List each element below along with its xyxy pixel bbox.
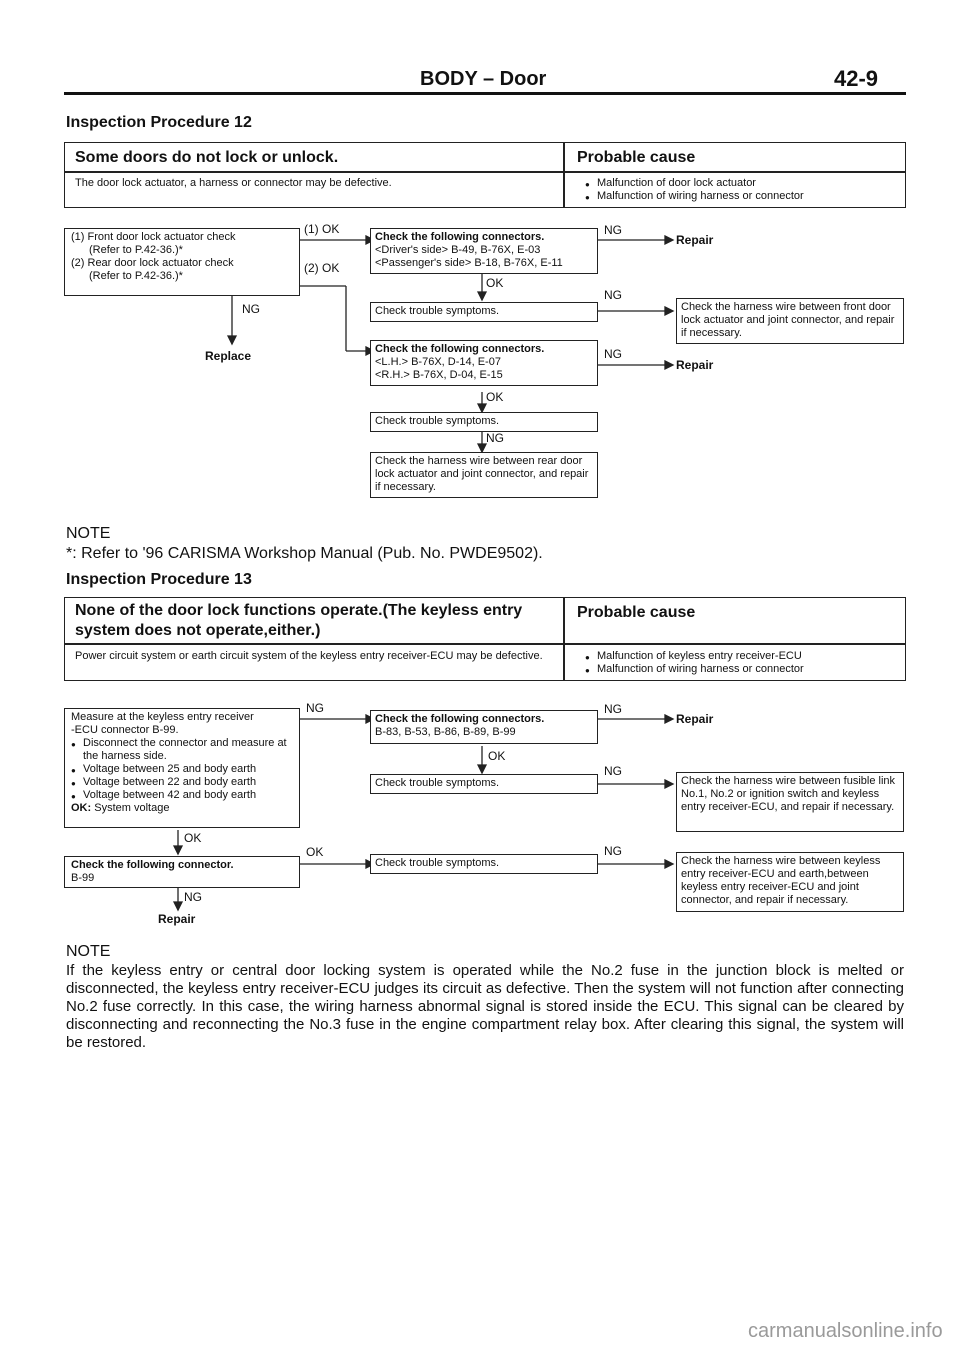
flow-label-ng: NG	[604, 702, 622, 716]
connectors-line: B-83, B-53, B-86, B-89, B-99	[375, 726, 516, 738]
flow-label-ok: OK	[488, 749, 506, 763]
flow-label-ng: NG	[604, 844, 622, 858]
proc13-measure-box	[64, 708, 300, 828]
start-line: (Refer to P.42-36.)*	[89, 244, 183, 256]
proc12-cause-header: Probable cause	[577, 149, 696, 166]
proc13-heading: Inspection Procedure 13	[66, 571, 252, 588]
harness-text: Check the harness wire between fusible link No.1, No.2 or ignition switch and keyless entry receiver-ECU, and repair if necessary.	[681, 775, 896, 813]
cause-item: ● Malfunction of keyless entry receiver-ECU	[597, 650, 804, 663]
measure-bullet: ● Voltage between 25 and body earth	[83, 763, 295, 776]
flow-label-ok: OK	[306, 845, 324, 859]
proc13-trouble-symptoms-1	[370, 774, 598, 794]
proc13-cause-header: Probable cause	[577, 604, 696, 621]
flow-label-ng: NG	[486, 431, 504, 445]
page-header-title: BODY – Door	[420, 68, 547, 90]
flow-label-ok: OK	[486, 276, 504, 290]
start-line: (1) Front door lock actuator check	[71, 231, 236, 243]
connectors-line: <L.H.> B-76X, D-14, E-07	[375, 356, 501, 368]
flow-label-ng: NG	[242, 302, 260, 316]
measure-ok-line	[71, 802, 295, 815]
measure-line: -ECU connector B-99.	[71, 724, 179, 736]
measure-ok-value: System voltage	[94, 802, 170, 814]
proc13-description: Power circuit system or earth circuit system of the keyless entry receiver-ECU may be defective.	[75, 650, 543, 662]
proc13-note-text: If the keyless entry or central door locking system is operated while the No.2 fuse in the junction block is melted or disconnected, the keyless entry receiver-ECU judges its circuit as defective. Then the system will not function after connecting No.2 fuse correctly. In this case, the wiring harness abnormal signal is stored inside the ECU. This signal can be cleared by disconnecting and reconnecting the No.3 fuse in the engine compartment relay box. After clearing this signal, the system will be restored.	[66, 962, 904, 1051]
measure-line: Measure at the keyless entry receiver	[71, 711, 254, 723]
repair-label: Repair	[676, 233, 714, 247]
connectors-line: B-99	[71, 872, 95, 884]
flow-label-ng: NG	[184, 890, 202, 904]
proc12-symptom: Some doors do not lock or unlock.	[75, 149, 339, 166]
measure-bullet: ● Voltage between 42 and body earth	[83, 789, 295, 802]
proc13-harness-earth	[676, 852, 904, 912]
connectors-line: <Passenger's side> B-18, B-76X, E-11	[375, 257, 563, 269]
proc12-note-text: *: Refer to '96 CARISMA Workshop Manual (Pub. No. PWDE9502).	[66, 545, 543, 562]
proc13-connector-check-b99	[64, 856, 300, 888]
cause-item: ● Malfunction of wiring harness or connector	[597, 663, 804, 676]
proc12-note-title: NOTE	[66, 525, 111, 542]
flow-label-ng: NG	[604, 764, 622, 778]
flow-label-ng: NG	[604, 288, 622, 302]
connectors-title: Check the following connectors.	[375, 231, 545, 243]
flow-label-ok: OK	[184, 831, 202, 845]
trouble-symptoms-text: Check trouble symptoms.	[375, 415, 500, 427]
replace-label: Replace	[205, 349, 252, 363]
connectors-title: Check the following connectors.	[375, 343, 545, 355]
cause-item: ● Malfunction of door lock actuator	[597, 177, 804, 190]
flow-label-ng: NG	[306, 701, 324, 715]
watermark: carmanualsonline.info	[748, 1320, 943, 1342]
flow-label-ng: NG	[604, 347, 622, 361]
measure-bullet: ● Voltage between 22 and body earth	[83, 776, 295, 789]
harness-text: Check the harness wire between rear door lock actuator and joint connector, and repair if necessary.	[375, 455, 589, 493]
cause-item: ● Malfunction of wiring harness or connector	[597, 190, 804, 203]
connectors-line: <R.H.> B-76X, D-04, E-15	[375, 369, 503, 381]
start-line: (2) Rear door lock actuator check	[71, 257, 234, 269]
flow-label-ng: NG	[604, 223, 622, 237]
proc13-note-title: NOTE	[66, 943, 111, 960]
measure-bullet: ● Disconnect the connector and measure at the harness side.	[83, 737, 295, 763]
proc12-description: The door lock actuator, a harness or connector may be defective.	[75, 177, 392, 189]
flow-label-ok: (1) OK	[304, 222, 340, 236]
proc13-connectors-check	[370, 710, 598, 744]
connectors-line: <Driver's side> B-49, B-76X, E-03	[375, 244, 541, 256]
proc13-trouble-symptoms-2	[370, 854, 598, 874]
flow-label-ok: OK	[486, 390, 504, 404]
harness-text: Check the harness wire between front door lock actuator and joint connector, and repair if necessary.	[681, 301, 895, 339]
proc12-heading: Inspection Procedure 12	[66, 114, 252, 131]
harness-text: Check the harness wire between keyless entry receiver-ECU and earth,between keyless entry receiver-ECU and joint connector, and repair if necessary.	[681, 855, 881, 906]
trouble-symptoms-text: Check trouble symptoms.	[375, 857, 500, 869]
page-number: 42-9	[834, 66, 879, 91]
connectors-title: Check the following connector.	[71, 859, 234, 871]
measure-ok-label: OK:	[71, 802, 92, 814]
repair-label: Repair	[676, 712, 714, 726]
connectors-title: Check the following connectors.	[375, 713, 545, 725]
trouble-symptoms-text: Check trouble symptoms.	[375, 777, 500, 789]
start-line: (Refer to P.42-36.)*	[89, 270, 183, 282]
repair-label: Repair	[676, 358, 714, 372]
repair-label: Repair	[158, 912, 196, 926]
proc13-symptom: None of the door lock functions operate.(The keyless entry system does not operate,either.)	[75, 602, 523, 639]
trouble-symptoms-text: Check trouble symptoms.	[375, 305, 500, 317]
measure-bullets	[71, 737, 295, 802]
proc13-harness-fusible	[676, 772, 904, 832]
flow-label-ok: (2) OK	[304, 261, 340, 275]
